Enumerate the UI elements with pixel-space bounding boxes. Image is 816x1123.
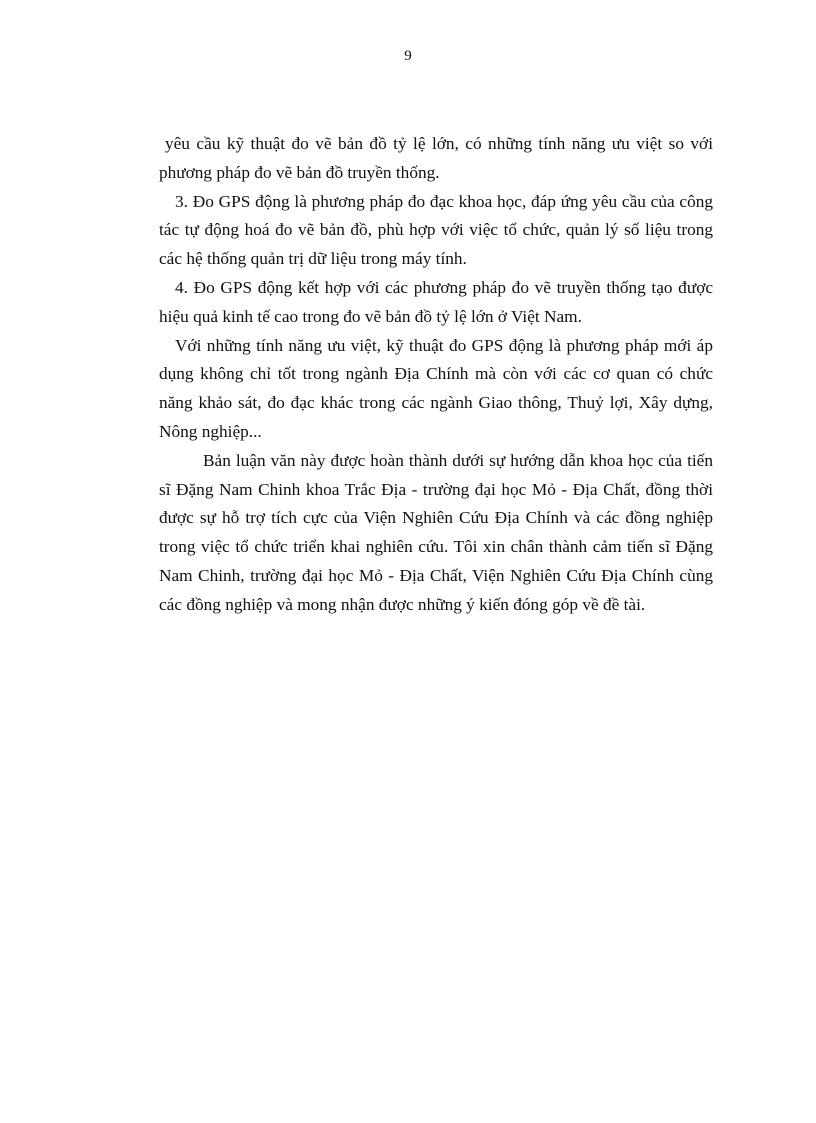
paragraph-point-3: 3. Đo GPS động là phương pháp đo đạc khoa học, đáp ứng yêu cầu của công tác tự động hoá đo vẽ bản đồ, phù hợp với việc tổ chức, quản lý số liệu trong các hệ thống quản trị dữ liệu trong máy tính. bbox=[159, 191, 713, 269]
paragraph-applications: Với những tính năng ưu việt, kỹ thuật đo GPS động là phương pháp mới áp dụng không chỉ tốt trong ngành Địa Chính mà còn với các cơ quan có chức năng khảo sát, đo đạc khác trong các ngành Giao thông, Thuỷ lợi, Xây dựng, Nông nghiệp... bbox=[159, 335, 713, 441]
page-number: 9 bbox=[404, 48, 412, 64]
paragraph-acknowledgement: Bản luận văn này được hoàn thành dưới sự hướng dẫn khoa học của tiến sĩ Đặng Nam Chinh khoa Trắc Địa - trường đại học Mỏ - Địa Chất, đồng thời được sự hỗ trợ tích cực của Viện Nghiên Cứu Địa Chính và các đồng nghiệp trong việc tổ chức triển khai nghiên cứu. Tôi xin chân thành cảm tiến sĩ Đặng Nam Chinh, trường đại học Mỏ - Địa Chất, Viện Nghiên Cứu Địa Chính cùng các đồng nghiệp và mong nhận được những ý kiến đóng góp về đề tài. bbox=[159, 450, 713, 614]
paragraph-point-4: 4. Đo GPS động kết hợp với các phương pháp đo vẽ truyền thống tạo được hiệu quả kinh tế cao trong đo vẽ bản đồ tỷ lệ lớn ở Việt Nam. bbox=[159, 277, 713, 326]
body-text bbox=[159, 130, 713, 620]
paragraph-continuation: yêu cầu kỹ thuật đo vẽ bản đồ tỷ lệ lớn, có những tính năng ưu việt so với phương pháp đo vẽ bản đồ truyền thống. bbox=[159, 134, 713, 182]
